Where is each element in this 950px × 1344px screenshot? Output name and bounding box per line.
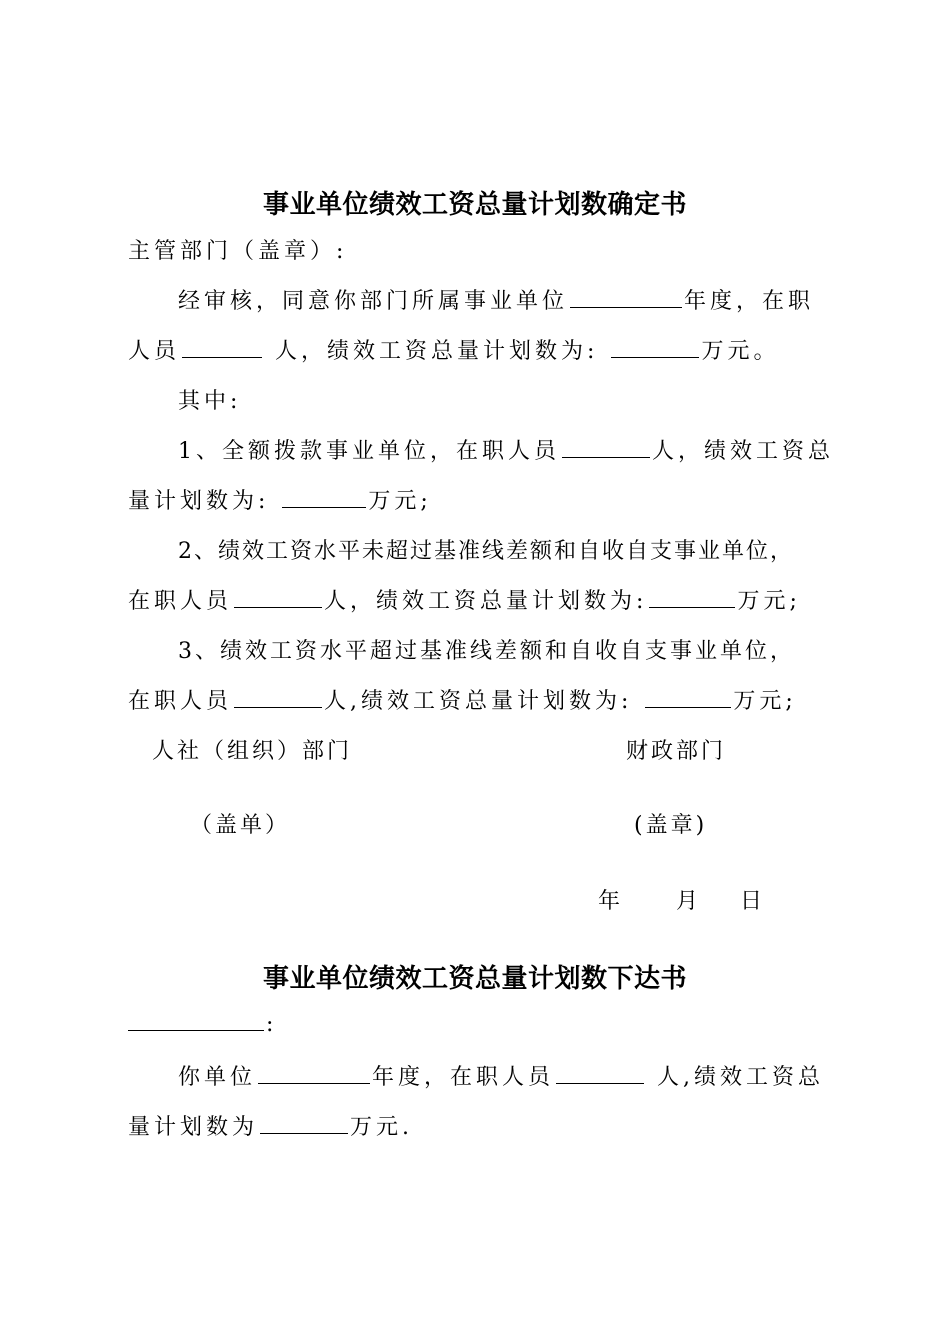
text-segment: 万元. xyxy=(350,1115,414,1140)
text-segment: 人，绩效工资总量计划数为: xyxy=(275,339,599,364)
item-1-line-2 xyxy=(128,484,432,515)
addressee-blank[interactable] xyxy=(128,1010,264,1031)
text-segment: 年度，在职 xyxy=(684,289,815,314)
item-2-amount-blank[interactable] xyxy=(649,587,735,608)
document-title-issue: 事业单位绩效工资总量计划数下达书 xyxy=(262,964,687,994)
text-segment: 万元; xyxy=(368,489,432,514)
dept-hr-label: 人社（组织）部门 xyxy=(152,739,353,764)
paragraph-line-2 xyxy=(128,334,779,365)
item-3-amount-blank[interactable] xyxy=(645,687,731,708)
item-2-staff-blank[interactable] xyxy=(234,587,322,608)
issue-paragraph-line-1 xyxy=(178,1060,824,1091)
text-segment: 人,绩效工资总 xyxy=(657,1065,825,1090)
addressee-line: 主管部门（盖章）: xyxy=(128,239,348,264)
item-3-line-1: 3、绩效工资水平超过基准线差额和自收自支事业单位， xyxy=(178,639,795,664)
text-segment: 量计划数为 xyxy=(128,1115,259,1140)
item-1-amount-blank[interactable] xyxy=(282,487,366,508)
item-1-staff-blank[interactable] xyxy=(562,437,650,458)
issue-year-blank[interactable] xyxy=(258,1063,370,1084)
text-segment: 在职人员 xyxy=(128,589,233,614)
text-segment: 在职人员 xyxy=(128,689,233,714)
dept-finance-label: 财政部门 xyxy=(626,739,727,764)
addressee-line-2 xyxy=(128,1010,277,1037)
item-1-line-1 xyxy=(178,434,834,465)
date-year-label: 年 xyxy=(598,889,624,914)
seal-right-label: (盖章) xyxy=(634,813,708,838)
issue-staff-blank[interactable] xyxy=(556,1063,644,1084)
text-segment: 万元; xyxy=(733,689,797,714)
item-2-line-2 xyxy=(128,584,801,615)
text-segment: 年度，在职人员 xyxy=(372,1065,555,1090)
text-segment: 人员 xyxy=(128,339,181,364)
text-segment: : xyxy=(266,1012,278,1037)
text-segment: 万元。 xyxy=(701,339,780,364)
item-3-staff-blank[interactable] xyxy=(234,687,322,708)
text-segment: 量计划数为: xyxy=(128,489,270,514)
text-segment: 人,绩效工资总量计划数为: xyxy=(324,689,633,714)
paragraph-line-1 xyxy=(178,284,814,315)
text-segment: 你单位 xyxy=(178,1065,257,1090)
text-segment: 1、全额拨款事业单位，在职人员 xyxy=(178,439,560,464)
item-3-line-2 xyxy=(128,684,797,715)
date-month-label: 月 xyxy=(676,889,702,914)
year-blank[interactable] xyxy=(570,287,682,308)
document-title-confirm: 事业单位绩效工资总量计划数确定书 xyxy=(262,190,687,220)
seal-left-label: （盖单） xyxy=(190,813,291,838)
total-amount-blank[interactable] xyxy=(611,337,699,358)
date-day-label: 日 xyxy=(740,889,766,914)
item-2-line-1: 2、绩效工资水平未超过基准线差额和自收自支事业单位， xyxy=(178,539,794,564)
text-segment: 经审核，同意你部门所属事业单位 xyxy=(178,289,569,314)
text-segment: 人，绩效工资总量计划数为: xyxy=(324,589,648,614)
staff-count-blank[interactable] xyxy=(182,337,262,358)
qizhong-label: 其中: xyxy=(178,389,242,414)
text-segment: 万元; xyxy=(737,589,801,614)
issue-amount-blank[interactable] xyxy=(260,1113,348,1134)
text-segment: 人，绩效工资总 xyxy=(652,439,835,464)
issue-paragraph-line-2 xyxy=(128,1110,413,1141)
